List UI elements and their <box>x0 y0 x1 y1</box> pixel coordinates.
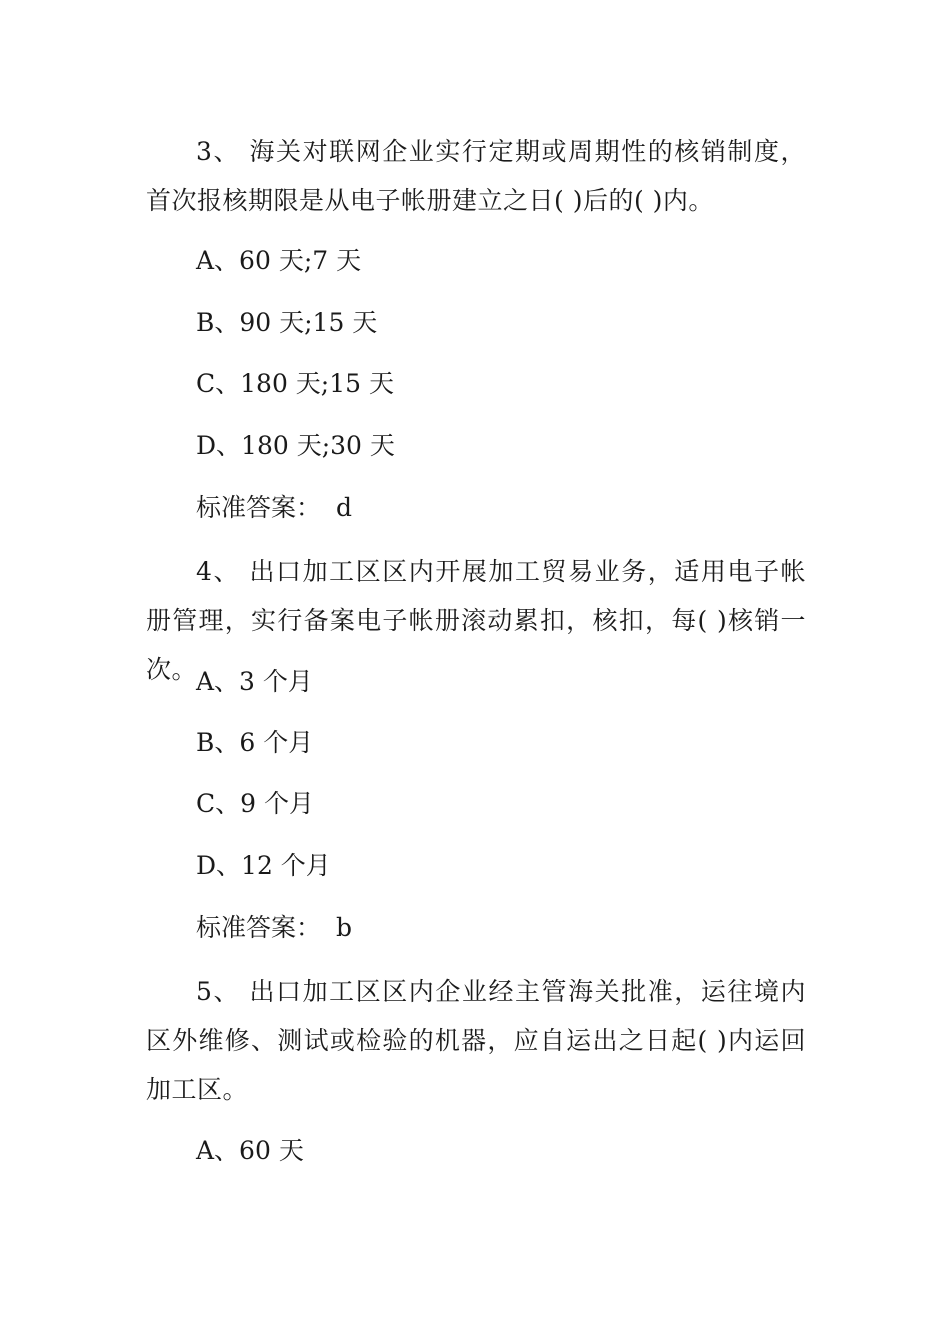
question-4-option-d: D、12 个月 <box>196 851 331 880</box>
question-3-answer-label: 标准答案： <box>196 493 322 522</box>
question-3-option-a: A、60 天;7 天 <box>196 246 362 275</box>
question-4-option-b: B、6 个月 <box>196 728 314 757</box>
question-4-option-a: A、3 个月 <box>196 667 313 696</box>
question-4-answer-label: 标准答案： <box>196 913 322 942</box>
question-4-option-c: C、9 个月 <box>196 789 314 818</box>
question-3-option-d: D、180 天;30 天 <box>196 431 395 460</box>
question-3-text: 3、 海关对联网企业实行定期或周期性的核销制度，首次报核期限是从电子帐册建立之日( )后的( )内。 <box>146 137 806 215</box>
question-3-answer: d <box>336 493 353 522</box>
question-3-option-b: B、90 天;15 天 <box>196 308 378 337</box>
question-3-option-c: C、180 天;15 天 <box>196 369 394 398</box>
question-5-text: 5、 出口加工区区内企业经主管海关批准，运往境内区外维修、测试或检验的机器，应自运出之日起( )内运回加工区。 <box>146 977 806 1104</box>
question-4-answer: b <box>336 913 353 942</box>
question-4-text: 4、 出口加工区区内开展加工贸易业务，适用电子帐册管理，实行备案电子帐册滚动累扣，核扣，每( )核销一次。 <box>146 557 806 684</box>
question-5-option-a: A、60 天 <box>196 1136 304 1165</box>
